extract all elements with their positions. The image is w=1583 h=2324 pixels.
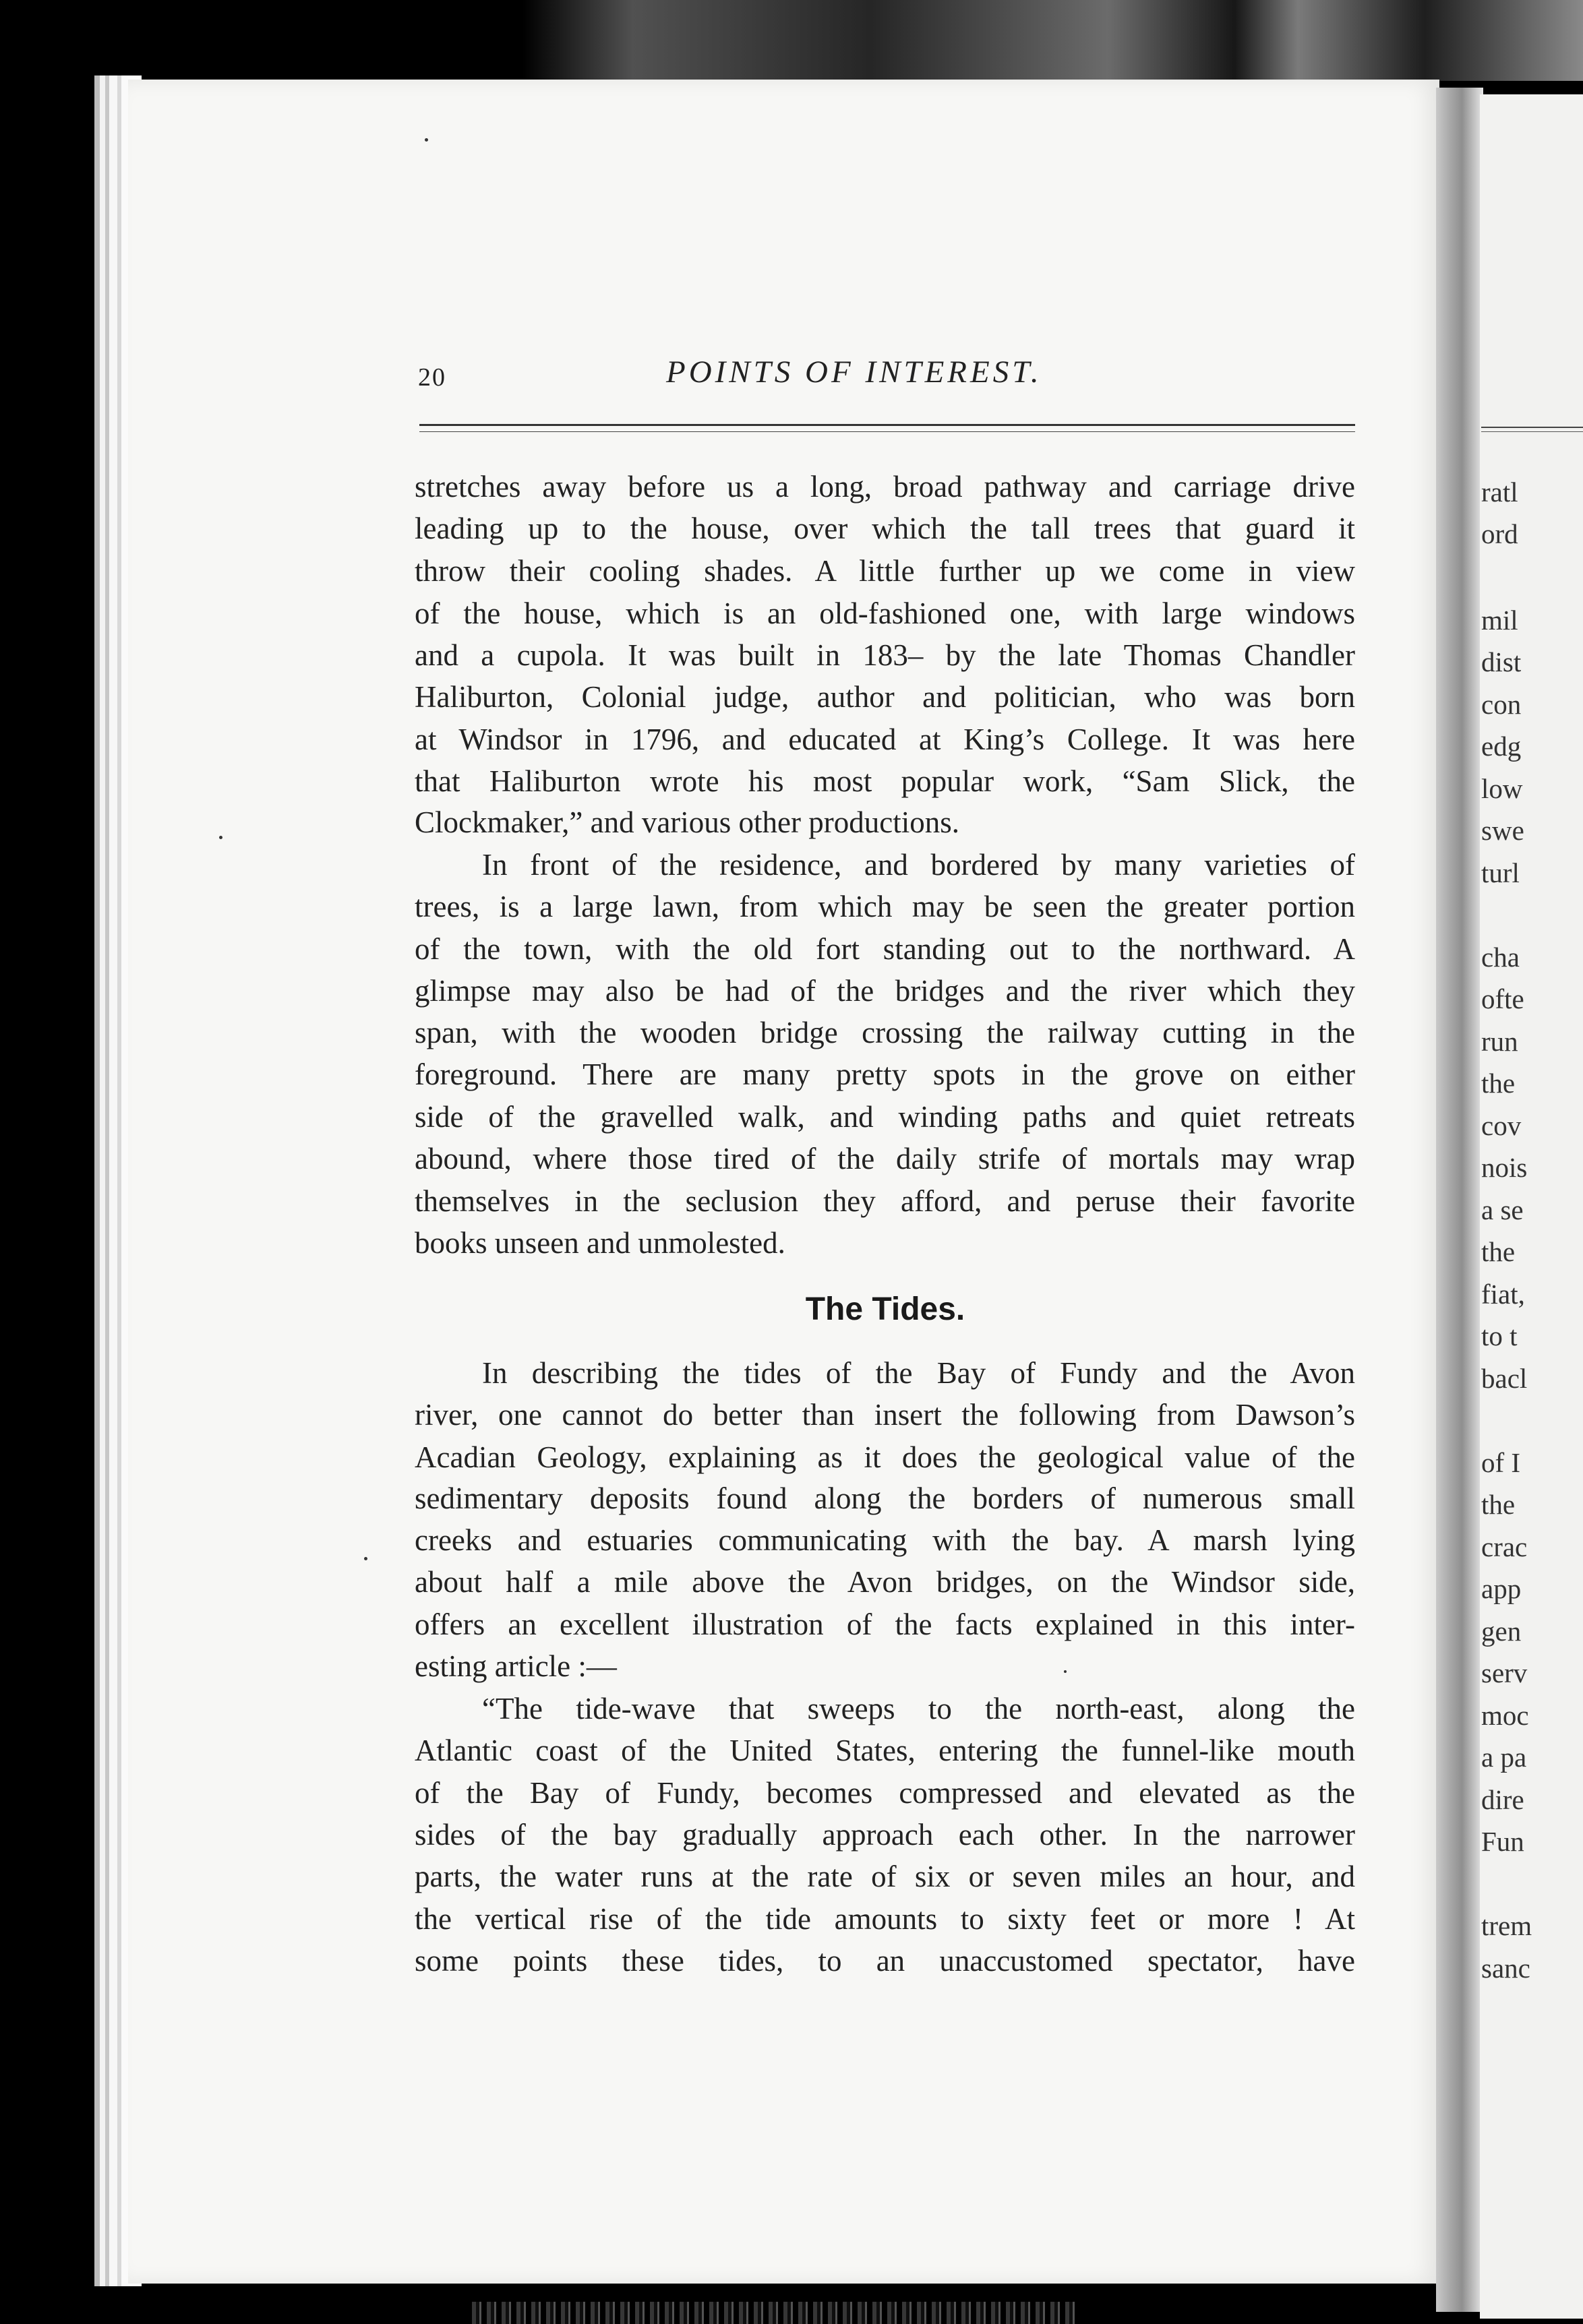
- facing-page-fragment: gen: [1481, 1616, 1522, 1647]
- text-line: Acadian Geology, explaining as it does the geological value of the: [415, 1440, 1355, 1474]
- facing-page-fragment: the: [1481, 1236, 1516, 1267]
- text-line: books unseen and unmolested.: [415, 1226, 785, 1260]
- facing-page-fragment: the: [1481, 1489, 1516, 1520]
- facing-page-fragment: con: [1481, 689, 1522, 720]
- facing-page-fragment: cov: [1481, 1110, 1522, 1141]
- text-line: of the house, which is an old-fashioned one, with large windows: [415, 597, 1355, 630]
- facing-page-fragment: ord: [1481, 518, 1518, 549]
- header-rule: [419, 424, 1355, 426]
- facing-page-fragment: Fun: [1481, 1826, 1524, 1857]
- text-line: stretches away before us a long, broad pathway and carriage drive: [415, 470, 1355, 503]
- text-line: In front of the residence, and bordered by many varieties of: [482, 848, 1355, 882]
- facing-page-fragment: fiat,: [1481, 1279, 1525, 1310]
- text-line: abound, where those tired of the daily strife of mortals may wrap: [415, 1142, 1355, 1175]
- text-line: at Windsor in 1796, and educated at King’s College. It was here: [415, 723, 1355, 756]
- section-heading-text: The Tides.: [805, 1291, 965, 1327]
- facing-page-rule: [1481, 427, 1583, 428]
- facing-page-fragment: trem: [1481, 1910, 1532, 1941]
- text-line: trees, is a large lawn, from which may be seen the greater portion: [415, 890, 1355, 923]
- text-line: of the Bay of Fundy, becomes compressed and elevated as the: [415, 1776, 1355, 1810]
- facing-page-fragment: of I: [1481, 1447, 1521, 1478]
- facing-page-fragment: bacl: [1481, 1363, 1528, 1394]
- facing-page-fragment: serv: [1481, 1657, 1528, 1688]
- scan-speck: [219, 836, 222, 839]
- facing-page-fragment: turl: [1481, 857, 1520, 888]
- text-line: river, one cannot do better than insert the following from Dawson’s: [415, 1398, 1355, 1432]
- text-line: about half a mile above the Avon bridges, on the Windsor side,: [415, 1565, 1355, 1599]
- text-line: side of the gravelled walk, and winding paths and quiet retreats: [415, 1100, 1355, 1134]
- text-line: creeks and estuaries communicating with the bay. A marsh lying: [415, 1523, 1355, 1557]
- text-line: of the town, with the old fort standing out to the northward. A: [415, 932, 1355, 966]
- text-line: “The tide-wave that sweeps to the north-east, along the: [482, 1692, 1355, 1725]
- text-line: Clockmaker,” and various other productions.: [415, 805, 959, 839]
- text-line: sedimentary deposits found along the borders of numerous small: [415, 1481, 1355, 1515]
- text-line: span, with the wooden bridge crossing the railway cutting in the: [415, 1016, 1355, 1049]
- text-line: Atlantic coast of the United States, entering the funnel-like mouth: [415, 1734, 1355, 1767]
- facing-page-fragment: crac: [1481, 1531, 1528, 1562]
- text-line: foreground. There are many pretty spots in the grove on either: [415, 1058, 1355, 1091]
- header-rule-thin: [419, 431, 1355, 432]
- facing-page-fragment: nois: [1481, 1152, 1528, 1183]
- text-line: Haliburton, Colonial judge, author and politician, who was born: [415, 680, 1355, 714]
- facing-page-fragment: the: [1481, 1068, 1516, 1099]
- facing-page: [1480, 94, 1583, 2319]
- facing-page-fragment: to t: [1481, 1320, 1518, 1351]
- text-line: sides of the bay gradually approach each other. In the narrower: [415, 1818, 1355, 1852]
- section-heading: [0, 1291, 1583, 1328]
- text-line: some points these tides, to an unaccustomed spectator, have: [415, 1944, 1355, 1978]
- facing-page-fragment: run: [1481, 1026, 1518, 1057]
- scanner-noise-top: [0, 0, 1583, 81]
- facing-page-fragment: dist: [1481, 646, 1522, 677]
- text-line: parts, the water runs at the rate of six or seven miles an hour, and: [415, 1860, 1355, 1893]
- text-line: throw their cooling shades. A little further up we come in view: [415, 554, 1355, 588]
- facing-page-rule-thin: [1481, 431, 1583, 432]
- scan-speck: [425, 138, 428, 142]
- facing-page-fragment: ofte: [1481, 983, 1524, 1014]
- facing-page-fragment: low: [1481, 773, 1523, 804]
- facing-page-fragment: mil: [1481, 605, 1518, 636]
- text-line: that Haliburton wrote his most popular work, “Sam Slick, the: [415, 764, 1355, 798]
- facing-page-fragment: dire: [1481, 1784, 1524, 1815]
- facing-page-fragment: a se: [1481, 1194, 1524, 1225]
- facing-page-fragment: ratl: [1481, 477, 1518, 508]
- scan-speck: [364, 1557, 367, 1560]
- facing-page-fragment: app: [1481, 1573, 1522, 1604]
- text-line: the vertical rise of the tide amounts to sixty feet or more ! At: [415, 1902, 1355, 1936]
- text-line: themselves in the seclusion they afford, and peruse their favorite: [415, 1184, 1355, 1218]
- text-line: glimpse may also be had of the bridges and the river which they: [415, 974, 1355, 1008]
- running-head: POINTS OF INTEREST.: [666, 355, 1042, 390]
- book-gutter: [1436, 88, 1483, 2312]
- scan-speck: [1064, 1670, 1067, 1673]
- facing-page-fragment: a pa: [1481, 1742, 1527, 1773]
- facing-page-fragment: sanc: [1481, 1953, 1530, 1984]
- text-line: offers an excellent illustration of the facts explained in this inter-: [415, 1608, 1355, 1641]
- text-line: In describing the tides of the Bay of Fundy and the Avon: [482, 1356, 1355, 1390]
- facing-page-fragment: cha: [1481, 942, 1520, 973]
- page-number: 20: [418, 363, 446, 392]
- text-line: leading up to the house, over which the tall trees that guard it: [415, 512, 1355, 545]
- facing-page-fragment: swe: [1481, 815, 1524, 846]
- facing-page-fragment: moc: [1481, 1700, 1529, 1731]
- facing-page-fragment: edg: [1481, 731, 1522, 762]
- scanner-noise-bottom: [472, 2302, 1079, 2324]
- text-line: esting article :—: [415, 1649, 617, 1683]
- text-line: and a cupola. It was built in 183– by the late Thomas Chandler: [415, 638, 1355, 672]
